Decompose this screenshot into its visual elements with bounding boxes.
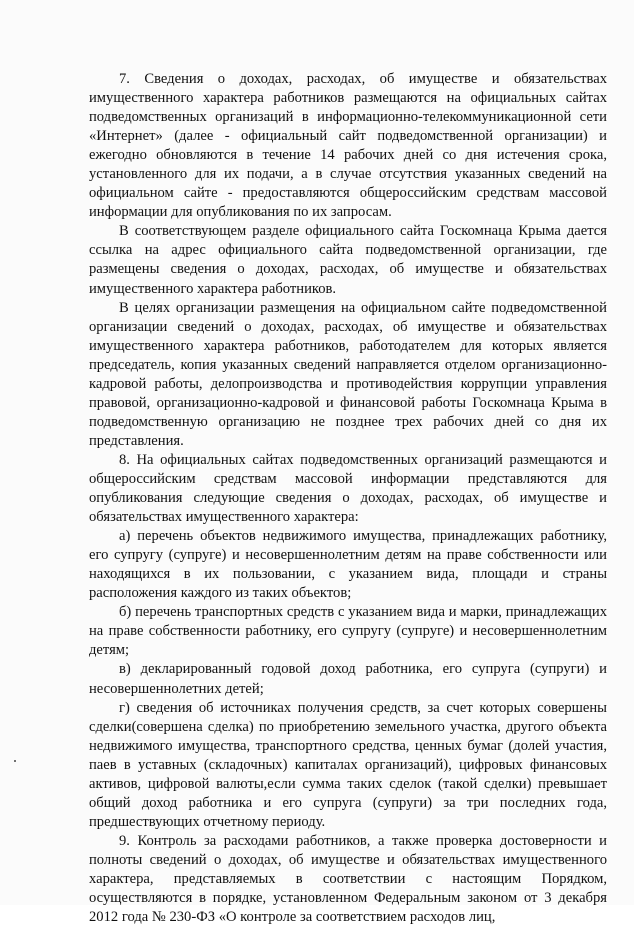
paragraph-8: 8. На официальных сайтах подведомственных организаций размещаются и общероссийским средствам массовой информации представляются для опубликования следующие сведения о доходах, расходах, об имуществе и обязательствах имущественного характера: — [89, 451, 607, 526]
paragraph-7: 7. Сведения о доходах, расходах, об имуществе и обязательствах имущественного характера работников размещаются на официальных сайтах подведомственных организаций в информационно-телекоммуникационной сети «Интернет» (далее - официальный сайт подведомственной организации) и ежегодно обновляются в течение 14 рабочих дней со дня истечения срока, установленного для их подачи, а в случае отсутствия указанных сведений на официальном сайте - предоставляются общероссийским средствам массовой информации для опубликования по их запросам. — [89, 71, 607, 221]
list-item-a: а) перечень объектов недвижимого имущества, принадлежащих работнику, его супругу (супруге) и несовершеннолетним детям на праве собственности или находящихся в их пользовании, с указанием вида, площади и страны расположения каждого из таких объектов; — [89, 528, 607, 602]
document-text — [89, 70, 607, 927]
paragraph-website-link: В соответствующем разделе официального сайта Госкомнаца Крыма дается ссылка на адрес официального сайта подведомственной организации, где размещены сведения о доходах, расходах, об имуществе и обязательствах имущественного характера работников. — [89, 223, 607, 297]
scan-speck — [14, 760, 16, 762]
paragraph-copy-sending: В целях организации размещения на официальном сайте подведомственной организации сведений о доходах, расходах, об имуществе и обязательствах имущественного характера работников, работодателем для которых является председатель, копия указанных сведений направляется отделом организационно-кадровой работы, делопроизводства и противодействия коррупции управления правовой, организационно-кадровой и финансовой работы Госкомнаца Крыма в подведомственную организацию не позднее трех рабочих дней со дня их представления. — [89, 299, 607, 449]
list-item-b: б) перечень транспортных средств с указанием вида и марки, принадлежащих на праве собственности работнику, его супругу (супруге) и несовершеннолетним детям; — [89, 604, 607, 659]
paragraph-9: 9. Контроль за расходами работников, а также проверка достоверности и полноты сведений о доходах, об имуществе и обязательствах имущественного характера, представляемых в соответствии с настоящим Порядком, осуществляются в порядке, установленном Федеральным законом от 3 декабря 2012 года № 230-ФЗ «О контроле за соответствием расходов лиц, — [89, 832, 607, 926]
list-item-v: в) декларированный годовой доход работника, его супруга (супруги) и несовершеннолетних детей; — [89, 661, 607, 697]
list-item-g: г) сведения об источниках получения средств, за счет которых совершены сделки(совершена сделка) по приобретению земельного участка, другого объекта недвижимого имущества, транспортного средства, ценных бумаг (долей участия, паев в уставных (складочных) капиталах организаций), цифровых финансовых активов, цифровой валюты,если сумма таких сделок (такой сделки) превышает общий доход работника и его супруга (супруги) за три последних года, предшествующих отчетному периоду. — [89, 699, 607, 830]
